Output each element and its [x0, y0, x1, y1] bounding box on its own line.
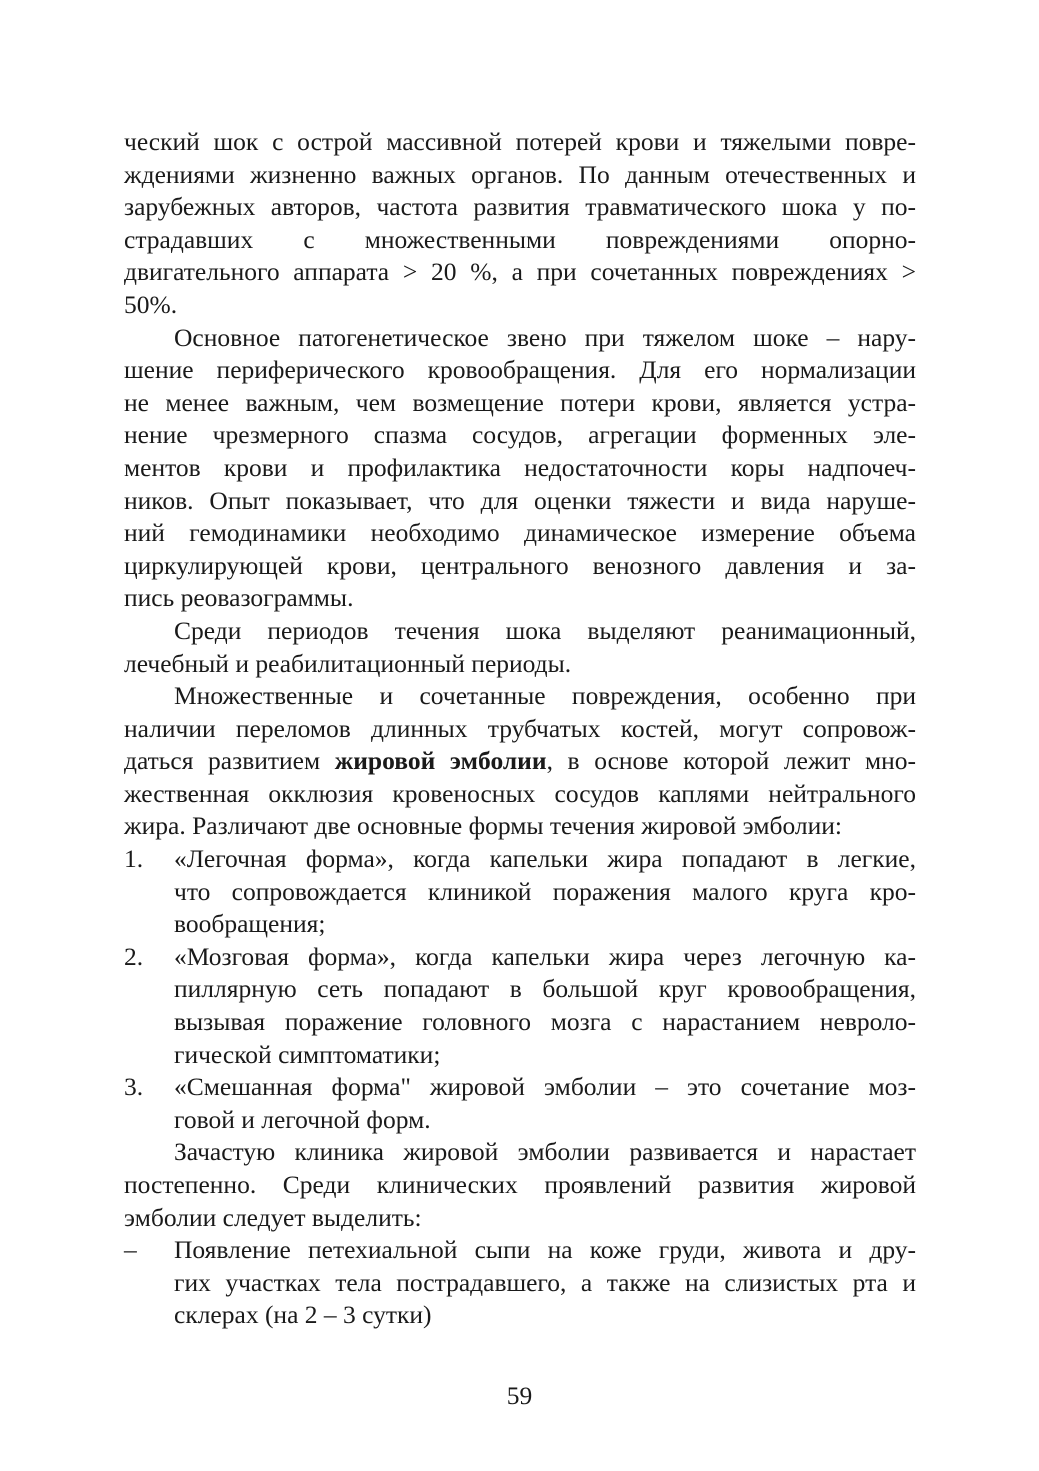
- text-line: вообращения;: [174, 909, 326, 939]
- text-line: гической симптоматики;: [174, 1039, 441, 1069]
- text-line: Среди периодов течения шока выделяют реанимационный,: [174, 615, 916, 645]
- numbered-list-item: [124, 1071, 916, 1136]
- text-line: постепенно. Среди клинических проявлений развития жировой: [124, 1170, 916, 1199]
- text-line: нение чрезмерного спазма сосудов, агрегации форменных эле-: [124, 420, 916, 450]
- numbered-list-item: [124, 941, 916, 1071]
- text-line: гих участках тела пострадавшего, а также на слизистых рта и: [174, 1267, 916, 1297]
- text-line: Зачастую клиника жировой эмболии развивается и нарастает: [174, 1137, 916, 1167]
- list-dash: –: [124, 1235, 137, 1265]
- text-line: страдавших с множественными повреждениями опорно-: [124, 224, 916, 254]
- text-line: [124, 745, 916, 778]
- text-line: наличии переломов длинных трубчатых костей, могут сопровож-: [124, 713, 916, 743]
- text-line: не менее важным, чем возмещение потери крови, является устра-: [124, 387, 916, 417]
- paragraph-2: [124, 322, 916, 615]
- text-fragment: , в основе которой лежит мно-: [546, 746, 917, 776]
- text-line: «Мозговая форма», когда капельки жира через легочную ка-: [174, 941, 916, 971]
- list-number: 2.: [124, 941, 144, 971]
- numbered-list-item: [124, 843, 916, 941]
- text-line: лечебный и реабилитационный периоды.: [124, 648, 572, 678]
- text-line: жира. Различают две основные формы течения жировой эмболии:: [124, 811, 842, 841]
- text-line: что сопровождается клиникой поражения малого круга кро-: [174, 876, 916, 906]
- text-fragment: даться развитием: [124, 746, 335, 776]
- text-line: говой и легочной форм.: [174, 1104, 431, 1134]
- text-line: ников. Опыт показывает, что для оценки тяжести и вида наруше-: [124, 485, 916, 515]
- paragraph-3: [124, 615, 916, 680]
- page-number: 59: [506, 1381, 533, 1410]
- paragraph-1: [124, 126, 916, 322]
- text-line: склерах (на 2 – 3 сутки): [174, 1300, 432, 1330]
- text-line: «Легочная форма», когда капельки жира попадают в легкие,: [174, 844, 916, 874]
- text-line: ждениями жизненно важных органов. По данным отечественных и: [124, 159, 916, 189]
- paragraph-5: [124, 1136, 916, 1234]
- text-line: вызывая поражение головного мозга с нарастанием невроло-: [174, 1007, 916, 1037]
- text-line: Множественные и сочетанные повреждения, особенно при: [174, 681, 916, 711]
- dash-list-item: [124, 1234, 916, 1332]
- text-line: двигательного аппарата > 20 %, а при сочетанных повреждениях >: [124, 257, 916, 287]
- bold-term: жировой эмболии: [334, 746, 547, 776]
- text-line: жественная окклюзия кровеносных сосудов каплями нейтрального: [124, 778, 916, 808]
- text-line: зарубежных авторов, частота развития травматического шока у по-: [124, 192, 916, 222]
- text-line: эмболии следует выделить:: [124, 1202, 422, 1232]
- text-line: «Смешанная форма" жировой эмболии – это сочетание моз-: [174, 1072, 916, 1102]
- text-line: ментов крови и профилактика недостаточности коры надпочеч-: [124, 452, 916, 482]
- page-body: [124, 126, 916, 1332]
- text-line: Основное патогенетическое звено при тяжелом шоке – нару-: [174, 322, 916, 352]
- text-line: пиллярную сеть попадают в большой круг кровообращения,: [174, 974, 916, 1004]
- text-line: пись реовазограммы.: [124, 583, 354, 613]
- text-line: 50%.: [124, 289, 178, 319]
- text-line: ческий шок с острой массивной потерей крови и тяжелыми повре-: [124, 127, 916, 156]
- text-line: шение периферического кровообращения. Для его нормализации: [124, 355, 916, 385]
- text-line: ний гемодинамики необходимо динамическое измерение объема: [124, 518, 916, 548]
- text-line: циркулирующей крови, центрального венозного давления и за-: [124, 550, 916, 580]
- list-number: 1.: [124, 844, 144, 874]
- list-number: 3.: [124, 1072, 144, 1102]
- text-line: Появление петехиальной сыпи на коже груди, живота и дру-: [174, 1235, 916, 1265]
- paragraph-4: [124, 680, 916, 843]
